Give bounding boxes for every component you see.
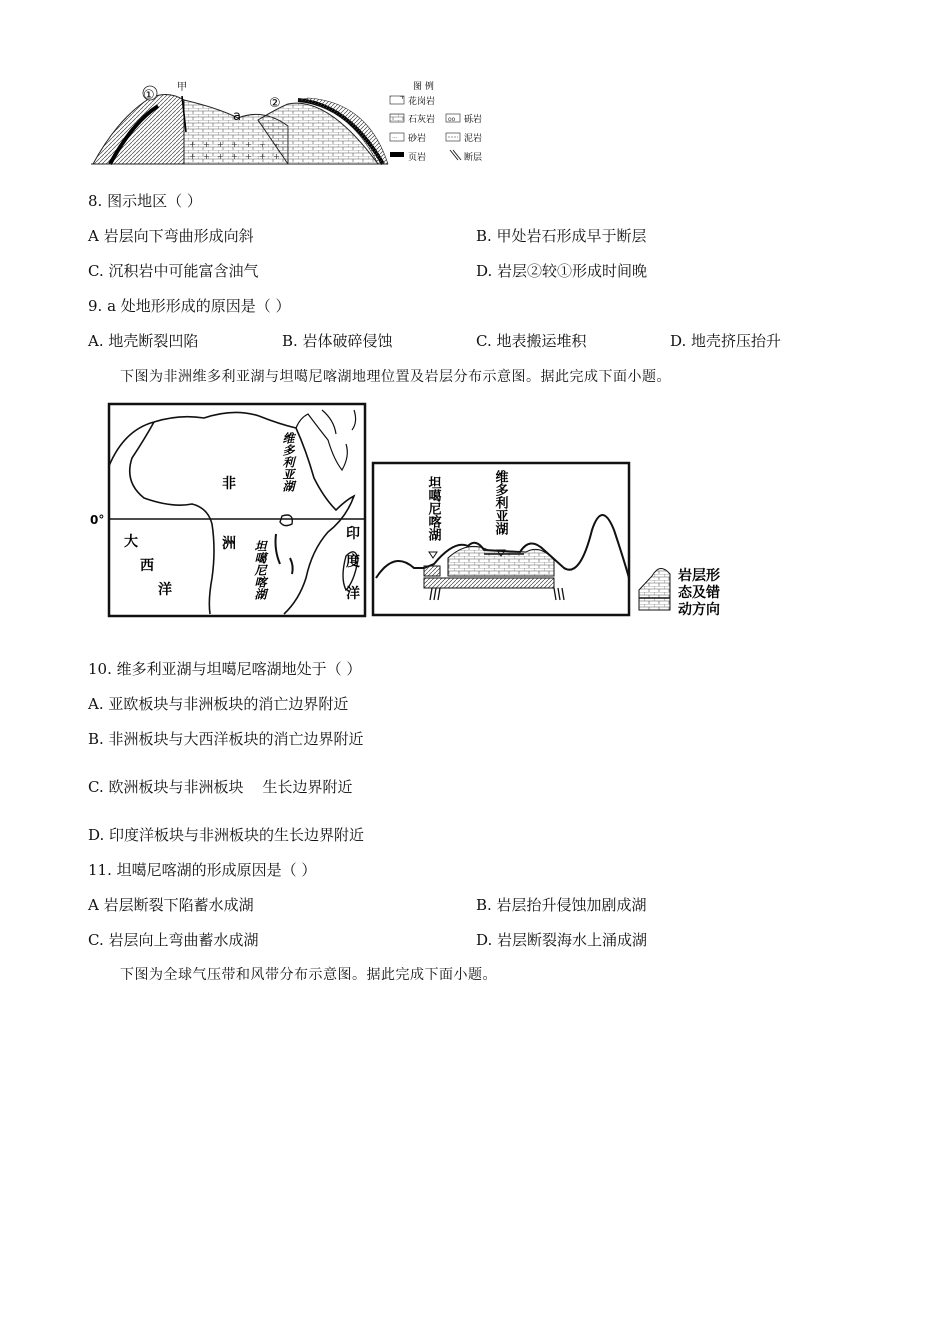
intro-paragraph-1: 下图为非洲维多利亚湖与坦噶尼喀湖地理位置及岩层分布示意图。据此完成下面小题。: [120, 369, 671, 385]
q9-option-d[interactable]: D. 地壳挤压抬升: [670, 332, 782, 350]
legend-mudstone: 泥岩: [464, 134, 483, 144]
legend-conglomerate: 砾岩: [464, 115, 483, 125]
indian-label-3: 洋: [346, 586, 360, 602]
intro-paragraph-2: 下图为全球气压带和风带分布示意图。据此完成下面小题。: [120, 967, 497, 983]
label-jia: 甲: [177, 82, 187, 93]
q8-option-c[interactable]: C. 沉积岩中可能富含油气: [88, 262, 259, 280]
q11-option-b[interactable]: B. 岩层抬升侵蚀加剧成湖: [476, 896, 647, 914]
legend-limestone: 石灰岩: [408, 115, 436, 125]
q8-option-d[interactable]: D. 岩层②较①形成时间晚: [476, 262, 648, 280]
q11-option-a[interactable]: A 岩层断裂下陷蓄水成湖: [88, 896, 254, 914]
q8-option-b[interactable]: B. 甲处岩石形成早于断层: [476, 227, 647, 245]
svg-text:···: ···: [392, 135, 398, 142]
q11-option-c[interactable]: C. 岩层向上弯曲蓄水成湖: [88, 931, 259, 949]
atlantic-label-3: 洋: [158, 582, 172, 598]
legend-fault: 断层: [464, 153, 483, 163]
label-a: a: [233, 109, 241, 124]
legend-text-3: 动方向: [678, 602, 720, 618]
africa-lakes-figure: [84, 400, 744, 620]
q9-option-b[interactable]: B. 岩体破碎侵蚀: [282, 332, 393, 350]
svg-text:oo: oo: [448, 116, 456, 123]
q8-option-a[interactable]: A 岩层向下弯曲形成向斜: [88, 227, 254, 245]
q10-option-a[interactable]: A. 亚欧板块与非洲板块的消亡边界附近: [88, 695, 349, 713]
q11-option-d[interactable]: D. 岩层断裂海水上涌成湖: [476, 931, 648, 949]
q10-option-c[interactable]: C. 欧洲板块与非洲板块 生长边界附近: [88, 778, 353, 796]
fold-fault-legend-icon: [639, 568, 670, 610]
africa-map: [109, 404, 365, 616]
q10-option-b[interactable]: B. 非洲板块与大西洋板块的消亡边界附近: [88, 730, 364, 748]
legend-title: 图 例: [413, 82, 434, 92]
legend-granite: 花岗岩: [408, 97, 436, 107]
q11-stem: 11. 坦噶尼喀湖的形成原因是（ ）: [88, 861, 317, 879]
victoria-section-label: 维多利亚湖: [492, 470, 508, 535]
atlantic-label-2: 西: [140, 558, 154, 574]
atlantic-label-1: 大: [124, 534, 138, 550]
q10-stem: 10. 维多利亚湖与坦噶尼喀湖地处于（ ）: [88, 660, 362, 678]
indian-label-2: 度: [346, 554, 360, 570]
legend-text-2: 态及错: [678, 585, 720, 601]
geologic-section-figure: [88, 78, 498, 170]
legend-sandstone: 砂岩: [408, 134, 427, 144]
equator-label: 0°: [90, 513, 105, 527]
q9-stem: 9. a 处地形形成的原因是（ ）: [88, 297, 291, 315]
label-circle-2: ②: [269, 96, 281, 111]
q10-option-d[interactable]: D. 印度洋板块与非洲板块的生长边界附近: [88, 826, 365, 844]
tanganyika-map-label: 坦噶尼喀湖: [253, 540, 267, 600]
q9-option-c[interactable]: C. 地表搬运堆积: [476, 332, 587, 350]
q8-stem: 8. 图示地区（ ）: [88, 192, 202, 210]
legend-shale: 页岩: [408, 153, 427, 163]
q9-option-a[interactable]: A. 地壳断裂凹陷: [88, 332, 199, 350]
victoria-map-label: 维多利亚湖: [281, 432, 295, 492]
africa-label-2: 洲: [222, 536, 236, 552]
tanganyika-section-label: 坦噶尼喀湖: [425, 476, 441, 541]
label-circle-1: ①: [143, 88, 155, 103]
legend-text-1: 岩层形: [678, 568, 720, 584]
indian-label-1: 印: [346, 526, 360, 542]
africa-label-1: 非: [222, 476, 236, 492]
